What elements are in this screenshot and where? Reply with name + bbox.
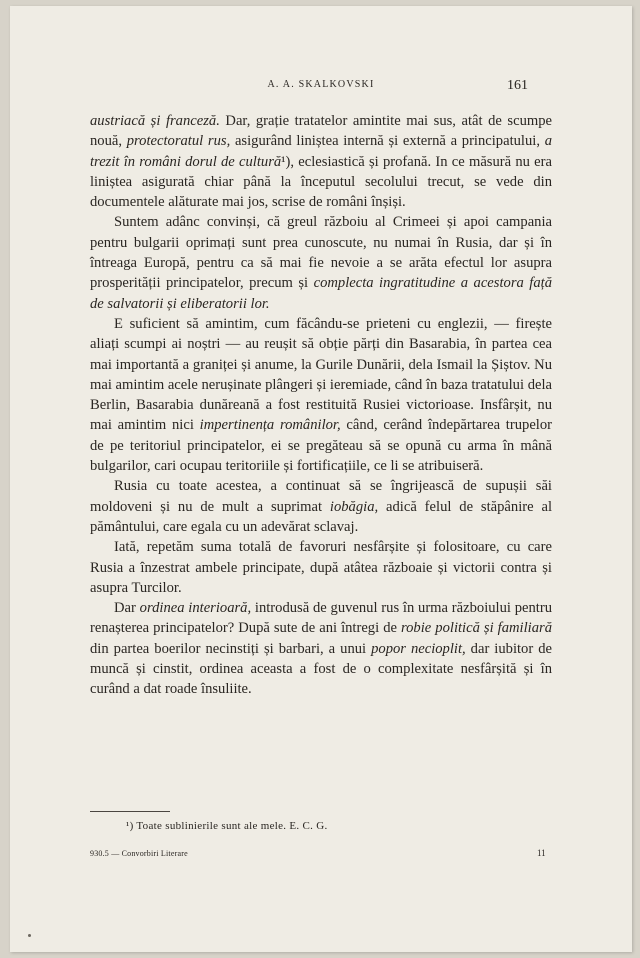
emphasis-text: popor necioplit, bbox=[371, 640, 466, 657]
footnote-divider bbox=[90, 811, 170, 812]
emphasis-text: protectoratul rus, bbox=[126, 133, 231, 150]
paragraph bbox=[90, 111, 552, 212]
book-page bbox=[10, 6, 632, 952]
text-run: ¹), eclesiastică și profană. In ce măsură nu era liniștea asigurată chiar până la începutul secolului trecut, se vede din documentele alăturate mai jos, scrise de români înșiși. bbox=[90, 153, 552, 211]
text-run: Dar, grație tratatelor amintite mai sus, atât de scumpe nouă, bbox=[90, 113, 552, 150]
paragraph bbox=[90, 476, 552, 537]
emphasis-text: robie politică și familiară bbox=[401, 620, 552, 637]
text-run: Iată, repetăm suma totală de favoruri nesfârșite și folositoare, cu care Rusia a înzestrat ambele principate, după atâtea războaie și victorii contra și asupra Turcilor. bbox=[90, 539, 552, 596]
paragraph bbox=[90, 537, 552, 598]
text-run: Rusia cu toate acestea, a continuat să se îngrijească de supușii săi moldoveni și nu de mult a suprimat bbox=[90, 478, 552, 515]
emphasis-text: ordinea interioară, bbox=[139, 600, 252, 617]
footnote: ¹) Toate sublinierile sunt ale mele. E. C. G. bbox=[126, 820, 328, 832]
text-run: E suficient să amintim, cum făcându-se prieteni cu englezii, — firește aliați scumpi ai noștri — au reușit să obție părți din Basarabia, în partea cea mai importantă a graniței și anume, la Gurile Dunării, dela Ismail la Șiștov. Nu mai amintim acele nerușinate plângeri și ieremiade, când în baza tratatului dela Berlin, Basarabia dunăreană a fost restituită Rusiei victorioase. Insfârșit, nu mai amintim nici bbox=[90, 315, 552, 434]
page-number: 161 bbox=[507, 78, 528, 93]
emphasis-text: iobăgia, bbox=[329, 498, 379, 515]
text-run: asigurând liniștea internă și externă a principatului, bbox=[230, 133, 545, 150]
scan-speck bbox=[28, 934, 31, 937]
paragraph bbox=[90, 212, 552, 313]
text-run: dar iubitor de muncă și cinstit, ordinea aceasta a fost de o complexitate nesfârșită și în curând a dat roade însuliite. bbox=[90, 640, 552, 698]
emphasis-text: impertinența românilor, bbox=[199, 417, 341, 434]
paragraph bbox=[90, 598, 552, 699]
page-header bbox=[10, 76, 632, 96]
body-text bbox=[90, 111, 552, 700]
text-run: adică felul de stăpânire al pământului, care egala cu un adevărat sclavaj. bbox=[90, 498, 552, 535]
text-run: introdusă de guvenul rus în urma războiului pentru renașterea principatelor? După sute de ani întregi de bbox=[90, 600, 553, 637]
text-run: Dar bbox=[114, 600, 140, 617]
emphasis-text: austriacă și franceză. bbox=[90, 113, 220, 129]
paragraph bbox=[90, 314, 552, 476]
text-run: din partea boerilor necinstiți și barbari, a unui bbox=[90, 640, 372, 657]
emphasis-text: a trezit în români dorul de cultură bbox=[90, 133, 552, 170]
printer-imprint: 930.5 — Convorbiri Literare bbox=[90, 849, 188, 858]
text-run: când, cerând îndepărtarea trupelor de pe teritoriul principatelor, ei se pregăteau să se opună cu arma în mână bulgarilor, cari ocupau teritoriile și fortificațiile, ce li se atribuiseră. bbox=[90, 417, 553, 475]
text-run: Suntem adânc convinși, că greul războiu al Crimeei și apoi campania pentru bulgarii oprimați sunt prea cunoscute, nu numai în Rusia, dar și în întreaga Europă, pentru ca să mai fie nevoie a se arăta efectul lor asupra prosperității principatelor, precum și bbox=[90, 214, 552, 292]
signature-mark: 11 bbox=[537, 848, 546, 858]
running-head: A. A. SKALKOVSKI bbox=[267, 79, 375, 90]
emphasis-text: complecta ingratitudine a acestora față de salvatorii și eliberatorii lor. bbox=[90, 275, 552, 312]
